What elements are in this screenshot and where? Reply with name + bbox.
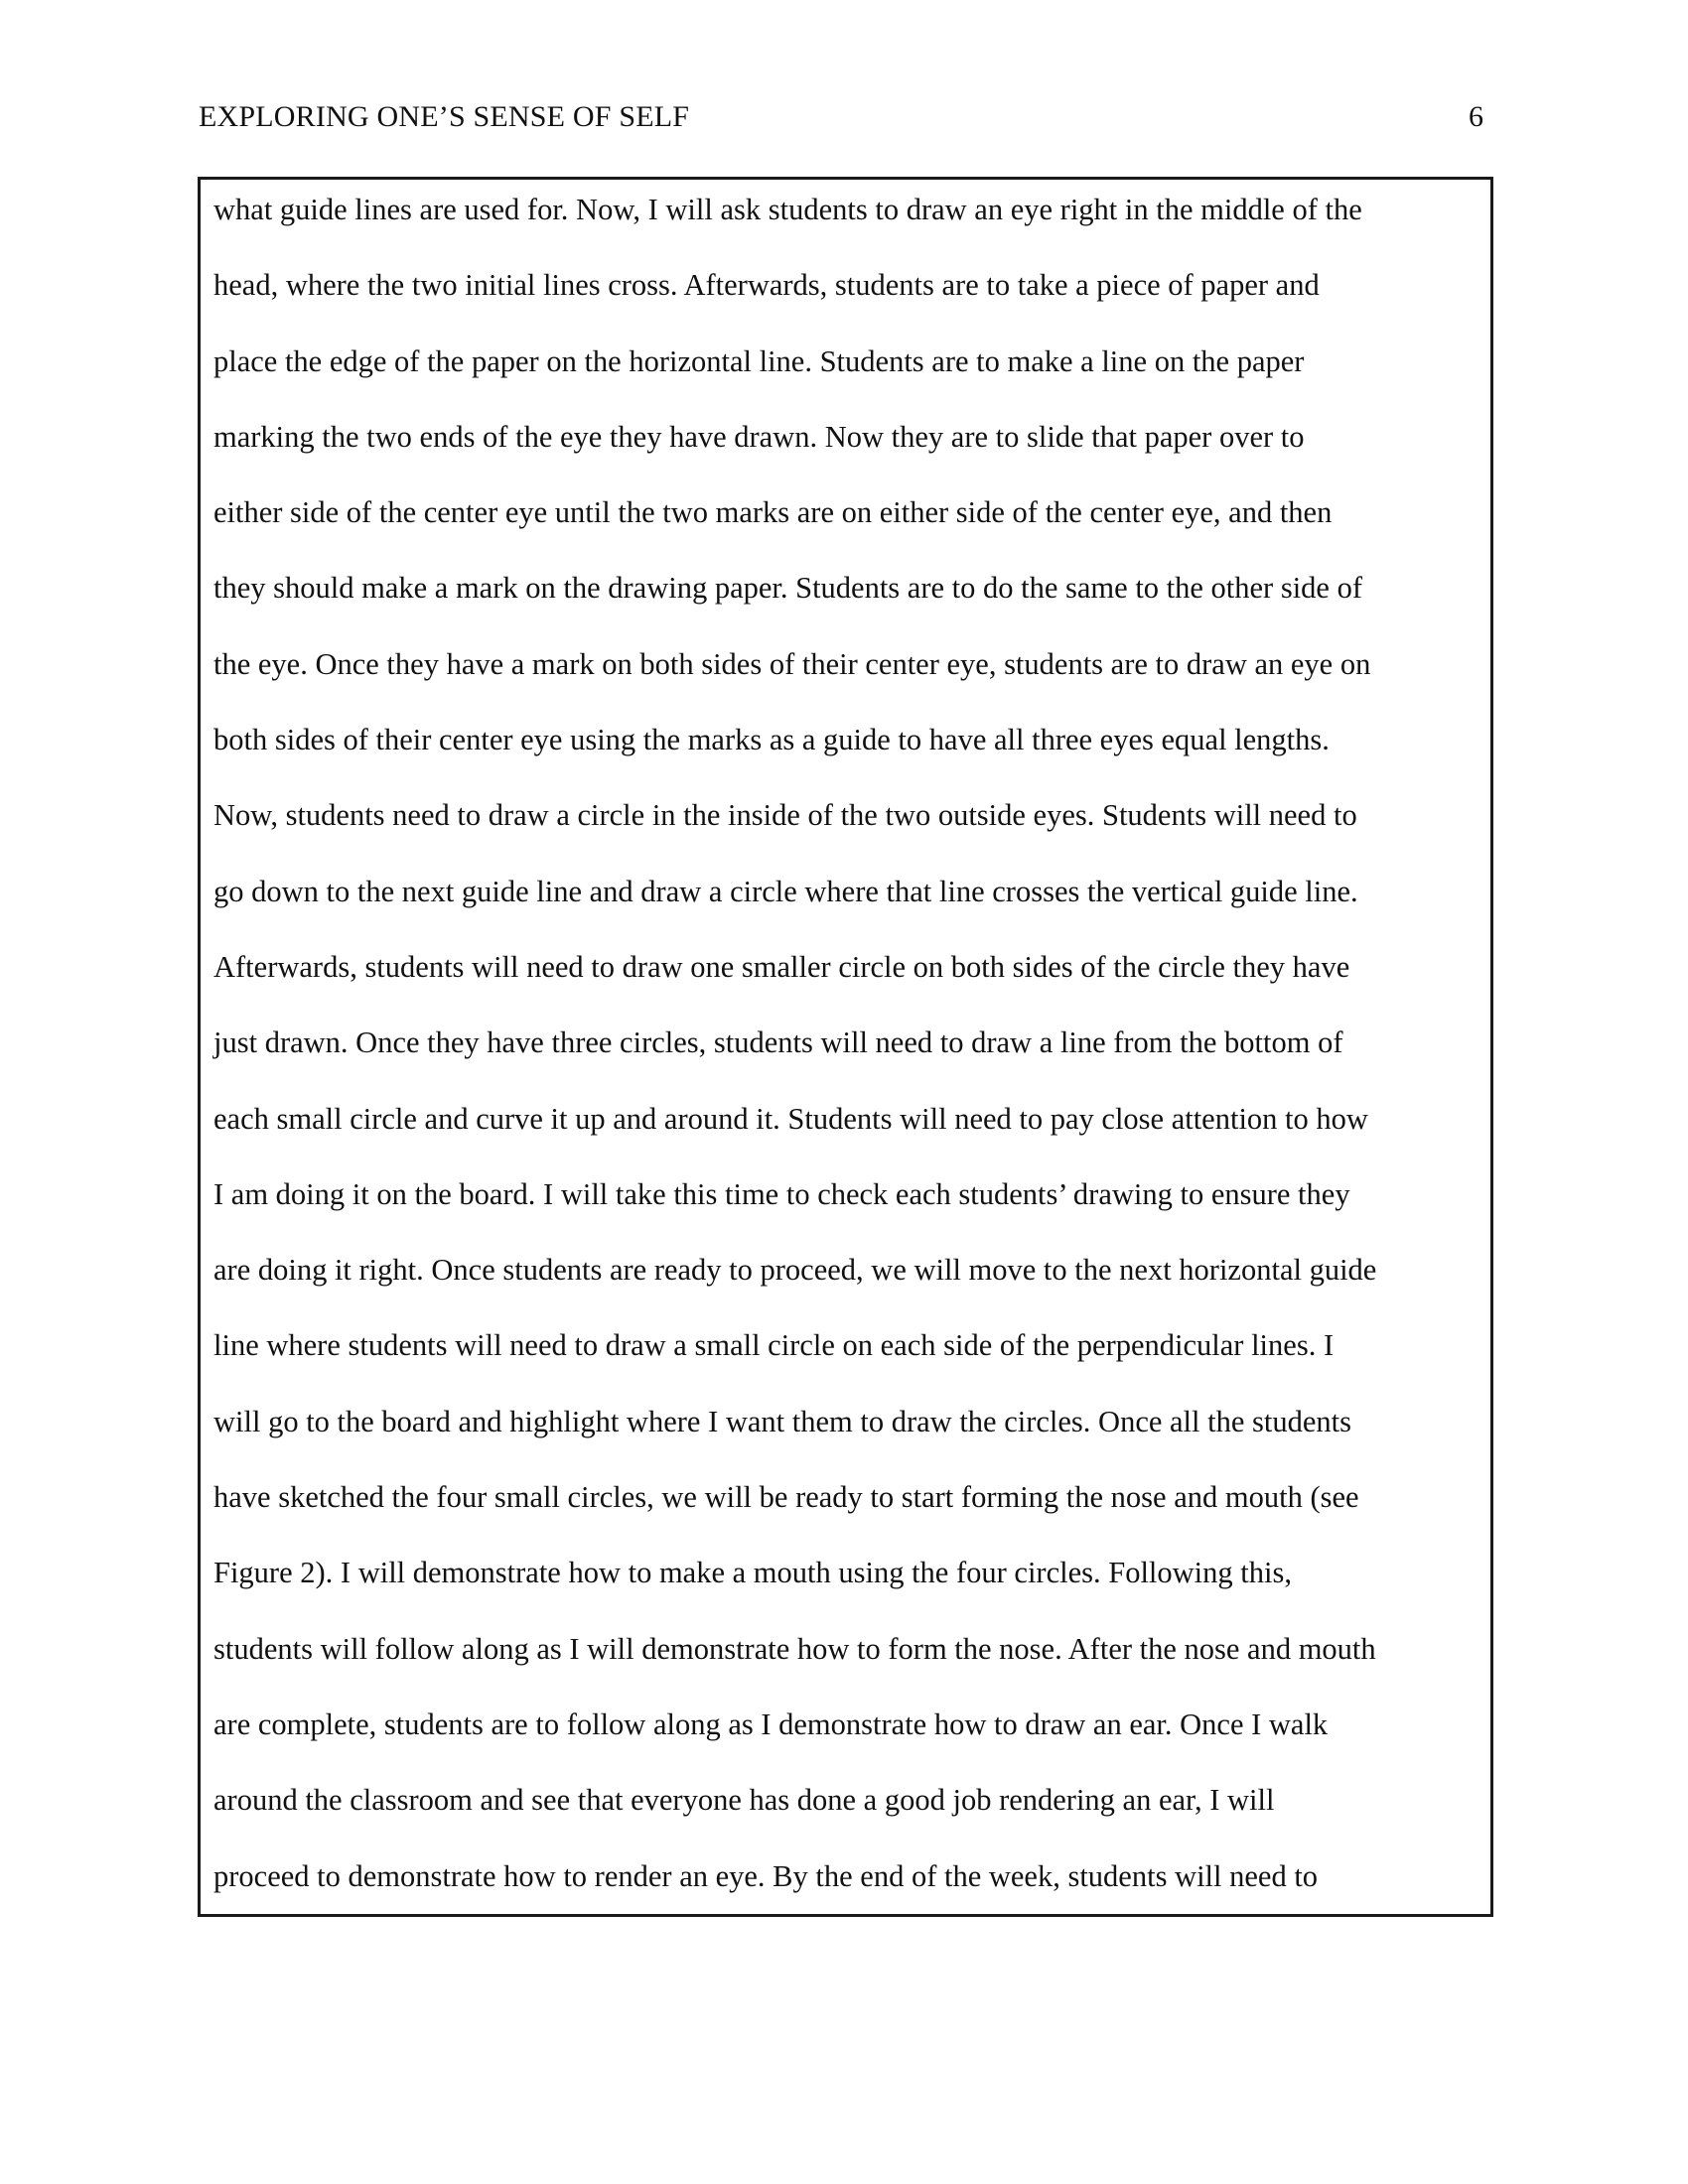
body-line: Figure 2). I will demonstrate how to make a mouth using the four circles. Following this, — [213, 1556, 1292, 1590]
body-text — [213, 190, 1494, 1932]
body-line: just drawn. Once they have three circles, students will need to draw a line from the bottom of — [213, 1025, 1343, 1060]
body-line: Afterwards, students will need to draw one smaller circle on both sides of the circle they have — [213, 949, 1350, 984]
body-line: students will follow along as I will demonstrate how to form the nose. After the nose and mouth — [213, 1631, 1376, 1666]
body-line: both sides of their center eye using the marks as a guide to have all three eyes equal lengths. — [213, 723, 1330, 757]
body-line: have sketched the four small circles, we will be ready to start forming the nose and mouth (see — [213, 1480, 1359, 1515]
body-line: what guide lines are used for. Now, I will ask students to draw an eye right in the middle of the — [213, 193, 1362, 226]
body-line: proceed to demonstrate how to render an eye. By the end of the week, students will need to — [213, 1858, 1319, 1893]
running-head: EXPLORING ONE’S SENSE OF SELF — [199, 100, 690, 133]
body-line: line where students will need to draw a small circle on each side of the perpendicular lines. I — [213, 1328, 1335, 1363]
body-line: I am doing it on the board. I will take this time to check each students’ drawing to ensure they — [213, 1176, 1350, 1211]
body-line: either side of the center eye until the two marks are on either side of the center eye, and then — [213, 495, 1333, 530]
body-line: each small circle and curve it up and around it. Students will need to pay close attention to how — [213, 1101, 1368, 1136]
body-line: Now, students need to draw a circle in the inside of the two outside eyes. Students will need to — [213, 798, 1357, 833]
body-line: marking the two ends of the eye they have drawn. Now they are to slide that paper over to — [213, 419, 1305, 454]
body-line: they should make a mark on the drawing paper. Students are to do the same to the other side of — [213, 571, 1363, 606]
bordered-text-box — [198, 177, 1493, 1917]
body-line: around the classroom and see that everyone has done a good job rendering an ear, I will — [213, 1783, 1275, 1818]
body-line: head, where the two initial lines cross. Afterwards, students are to take a piece of paper and — [213, 268, 1320, 303]
body-line: place the edge of the paper on the horizontal line. Students are to make a line on the paper — [213, 343, 1305, 378]
body-line: are doing it right. Once students are ready to proceed, we will move to the next horizontal guide — [213, 1253, 1377, 1288]
body-line: will go to the board and highlight where I want them to draw the circles. Once all the students — [213, 1404, 1351, 1438]
body-line: go down to the next guide line and draw a circle where that line crosses the vertical guide line. — [213, 874, 1358, 908]
body-line: the eye. Once they have a mark on both sides of their center eye, students are to draw an eye on — [213, 646, 1371, 681]
body-line: are complete, students are to follow along as I demonstrate how to draw an ear. Once I walk — [213, 1706, 1329, 1741]
page-number: 6 — [1469, 100, 1483, 133]
